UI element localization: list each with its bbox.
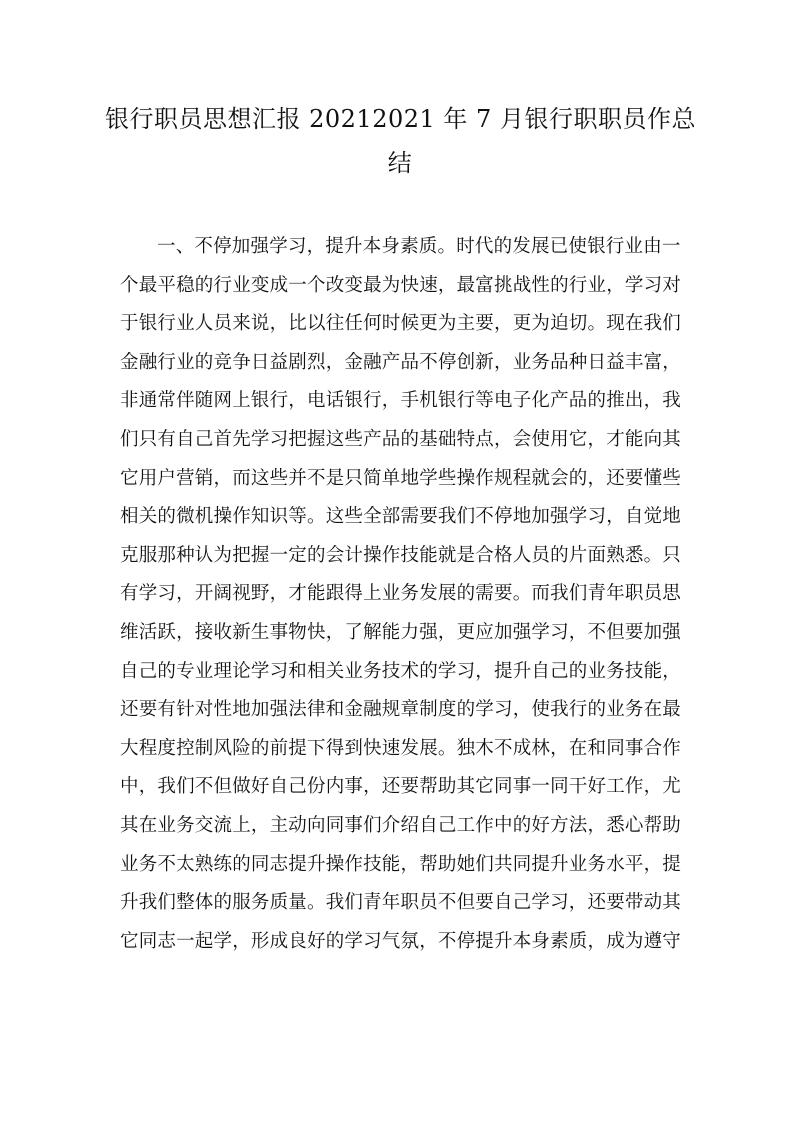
paragraph-line: 自己的专业理论学习和相关业务技术的学习，提升自己的业务技能， (120, 660, 682, 682)
paragraph-line: 中，我们不但做好自己份内事，还要帮助其它同事一同干好工作，尤 (120, 776, 682, 798)
paragraph-line: 升我们整体的服务质量。我们青年职员不但要自己学习，还要带动其 (120, 892, 682, 914)
paragraph-line: 大程度控制风险的前提下得到快速发展。独木不成林，在和同事合作 (120, 737, 682, 759)
paragraph-line: 维活跃，接收新生事物快，了解能力强，更应加强学习，不但要加强 (120, 621, 682, 643)
paragraph-line: 还要有针对性地加强法律和金融规章制度的学习，使我行的业务在最 (120, 699, 682, 721)
paragraph-line: 非通常伴随网上银行，电话银行，手机银行等电子化产品的推出，我 (120, 390, 682, 412)
paragraph-line: 它同志一起学，形成良好的学习气氛，不停提升本身素质，成为遵守 (120, 930, 682, 952)
paragraph-line: 它用户营销，而这些并不是只简单地学些操作规程就会的，还要懂些 (120, 467, 682, 489)
paragraph-line: 一、不停加强学习，提升本身素质。时代的发展已使银行业由一 (157, 236, 681, 257)
title-line-2: 结 (387, 149, 413, 177)
body-paragraph (120, 228, 690, 961)
paragraph-line: 其在业务交流上，主动向同事们介绍自己工作中的好方法，悉心帮助 (120, 814, 682, 836)
title-line-1: 银行职员思想汇报 20212021 年 7 月银行职职员作总 (105, 105, 696, 133)
paragraph-line: 于银行业人员来说，比以往任何时候更为主要，更为迫切。现在我们 (120, 313, 682, 335)
paragraph-line: 业务不太熟练的同志提升操作技能，帮助她们共同提升业务水平，提 (120, 853, 682, 875)
paragraph-line: 个最平稳的行业变成一个改变最为快速，最富挑战性的行业，学习对 (120, 274, 682, 296)
paragraph-line: 金融行业的竞争日益剧烈，金融产品不停创新，业务品种日益丰富， (120, 351, 682, 373)
paragraph-line: 克服那种认为把握一定的会计操作技能就是合格人员的片面熟悉。只 (120, 544, 682, 566)
paragraph-line: 相关的微机操作知识等。这些全部需要我们不停地加强学习，自觉地 (120, 506, 682, 528)
paragraph-line: 们只有自己首先学习把握这些产品的基础特点，会使用它，才能向其 (120, 428, 682, 450)
paragraph-line: 有学习，开阔视野，才能跟得上业务发展的需要。而我们青年职员思 (120, 583, 682, 605)
document-title (105, 97, 695, 185)
